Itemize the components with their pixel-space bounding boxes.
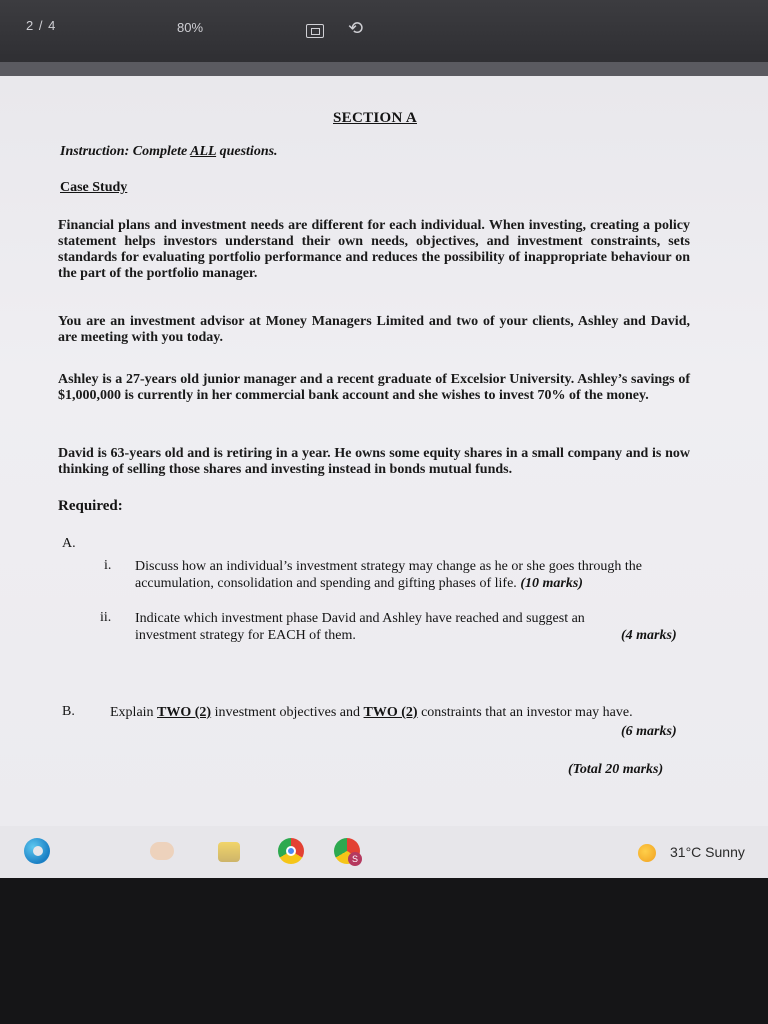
chrome-icon[interactable]	[278, 838, 304, 864]
paragraph-2: You are an investment advisor at Money Managers Limited and two of your clients, Ashley and David, are meeting with you today.	[58, 314, 690, 345]
section-b-label: B.	[62, 704, 75, 719]
question-i-number: i.	[104, 558, 112, 573]
page-indicator[interactable]: 2 / 4	[26, 18, 57, 33]
question-ii-marks: (4 marks)	[621, 628, 677, 643]
paragraph-1: Financial plans and investment needs are different for each individual. When investing, creating a policy statement helps investors understand their own needs, objectives, and investment constraints, sets standards for evaluating portfolio performance and reduces the possibility of inappropriate behaviour on the part of the portfolio manager.	[58, 218, 690, 281]
chrome-profile-icon[interactable]	[334, 838, 360, 864]
required-label: Required:	[58, 498, 123, 514]
fit-page-icon[interactable]	[306, 24, 324, 38]
taskbar	[0, 826, 768, 878]
section-title: SECTION A	[333, 110, 417, 126]
weather-widget[interactable]: 31°C Sunny	[670, 844, 745, 860]
question-b-text: Explain TWO (2) investment objectives and TWO (2) constraints that an investor may have.	[110, 705, 633, 720]
edge-browser-icon[interactable]	[24, 838, 50, 864]
question-i-marks: (10 marks)	[520, 576, 583, 591]
question-b-marks: (6 marks)	[621, 724, 677, 739]
instruction: Instruction: Complete ALL questions.	[60, 144, 278, 159]
profile-badge: S	[348, 852, 362, 866]
zoom-level[interactable]: 80%	[177, 20, 204, 35]
question-ii-text: Indicate which investment phase David and Ashley have reached and suggest an investment strategy for EACH of them.	[135, 611, 585, 643]
toolbar-divider	[0, 62, 768, 76]
sun-icon[interactable]	[638, 844, 656, 862]
app-icon[interactable]	[150, 842, 174, 860]
rotate-icon[interactable]: ⟲	[348, 18, 364, 38]
paragraph-3: Ashley is a 27-years old junior manager and a recent graduate of Excelsior University. Ashley’s savings of $1,000,000 is currently in her commercial bank account and she wishes to invest 70% of the money.	[58, 372, 690, 403]
section-a-label: A.	[62, 536, 76, 551]
monitor-bezel	[0, 878, 768, 1024]
total-marks: (Total 20 marks)	[568, 762, 664, 777]
question-i-text: Discuss how an individual’s investment strategy may change as he or she goes through the accumulation, consolidation and spending and gifting phases of life. (10 marks)	[135, 559, 643, 591]
pdf-toolbar	[0, 0, 768, 62]
question-ii-number: ii.	[100, 610, 112, 625]
case-study-heading: Case Study	[60, 180, 128, 195]
document-page	[0, 76, 768, 826]
paragraph-4: David is 63-years old and is retiring in a year. He owns some equity shares in a small company and is now thinking of selling those shares and investing instead in bonds mutual funds.	[58, 446, 690, 477]
file-explorer-icon[interactable]	[218, 842, 240, 862]
